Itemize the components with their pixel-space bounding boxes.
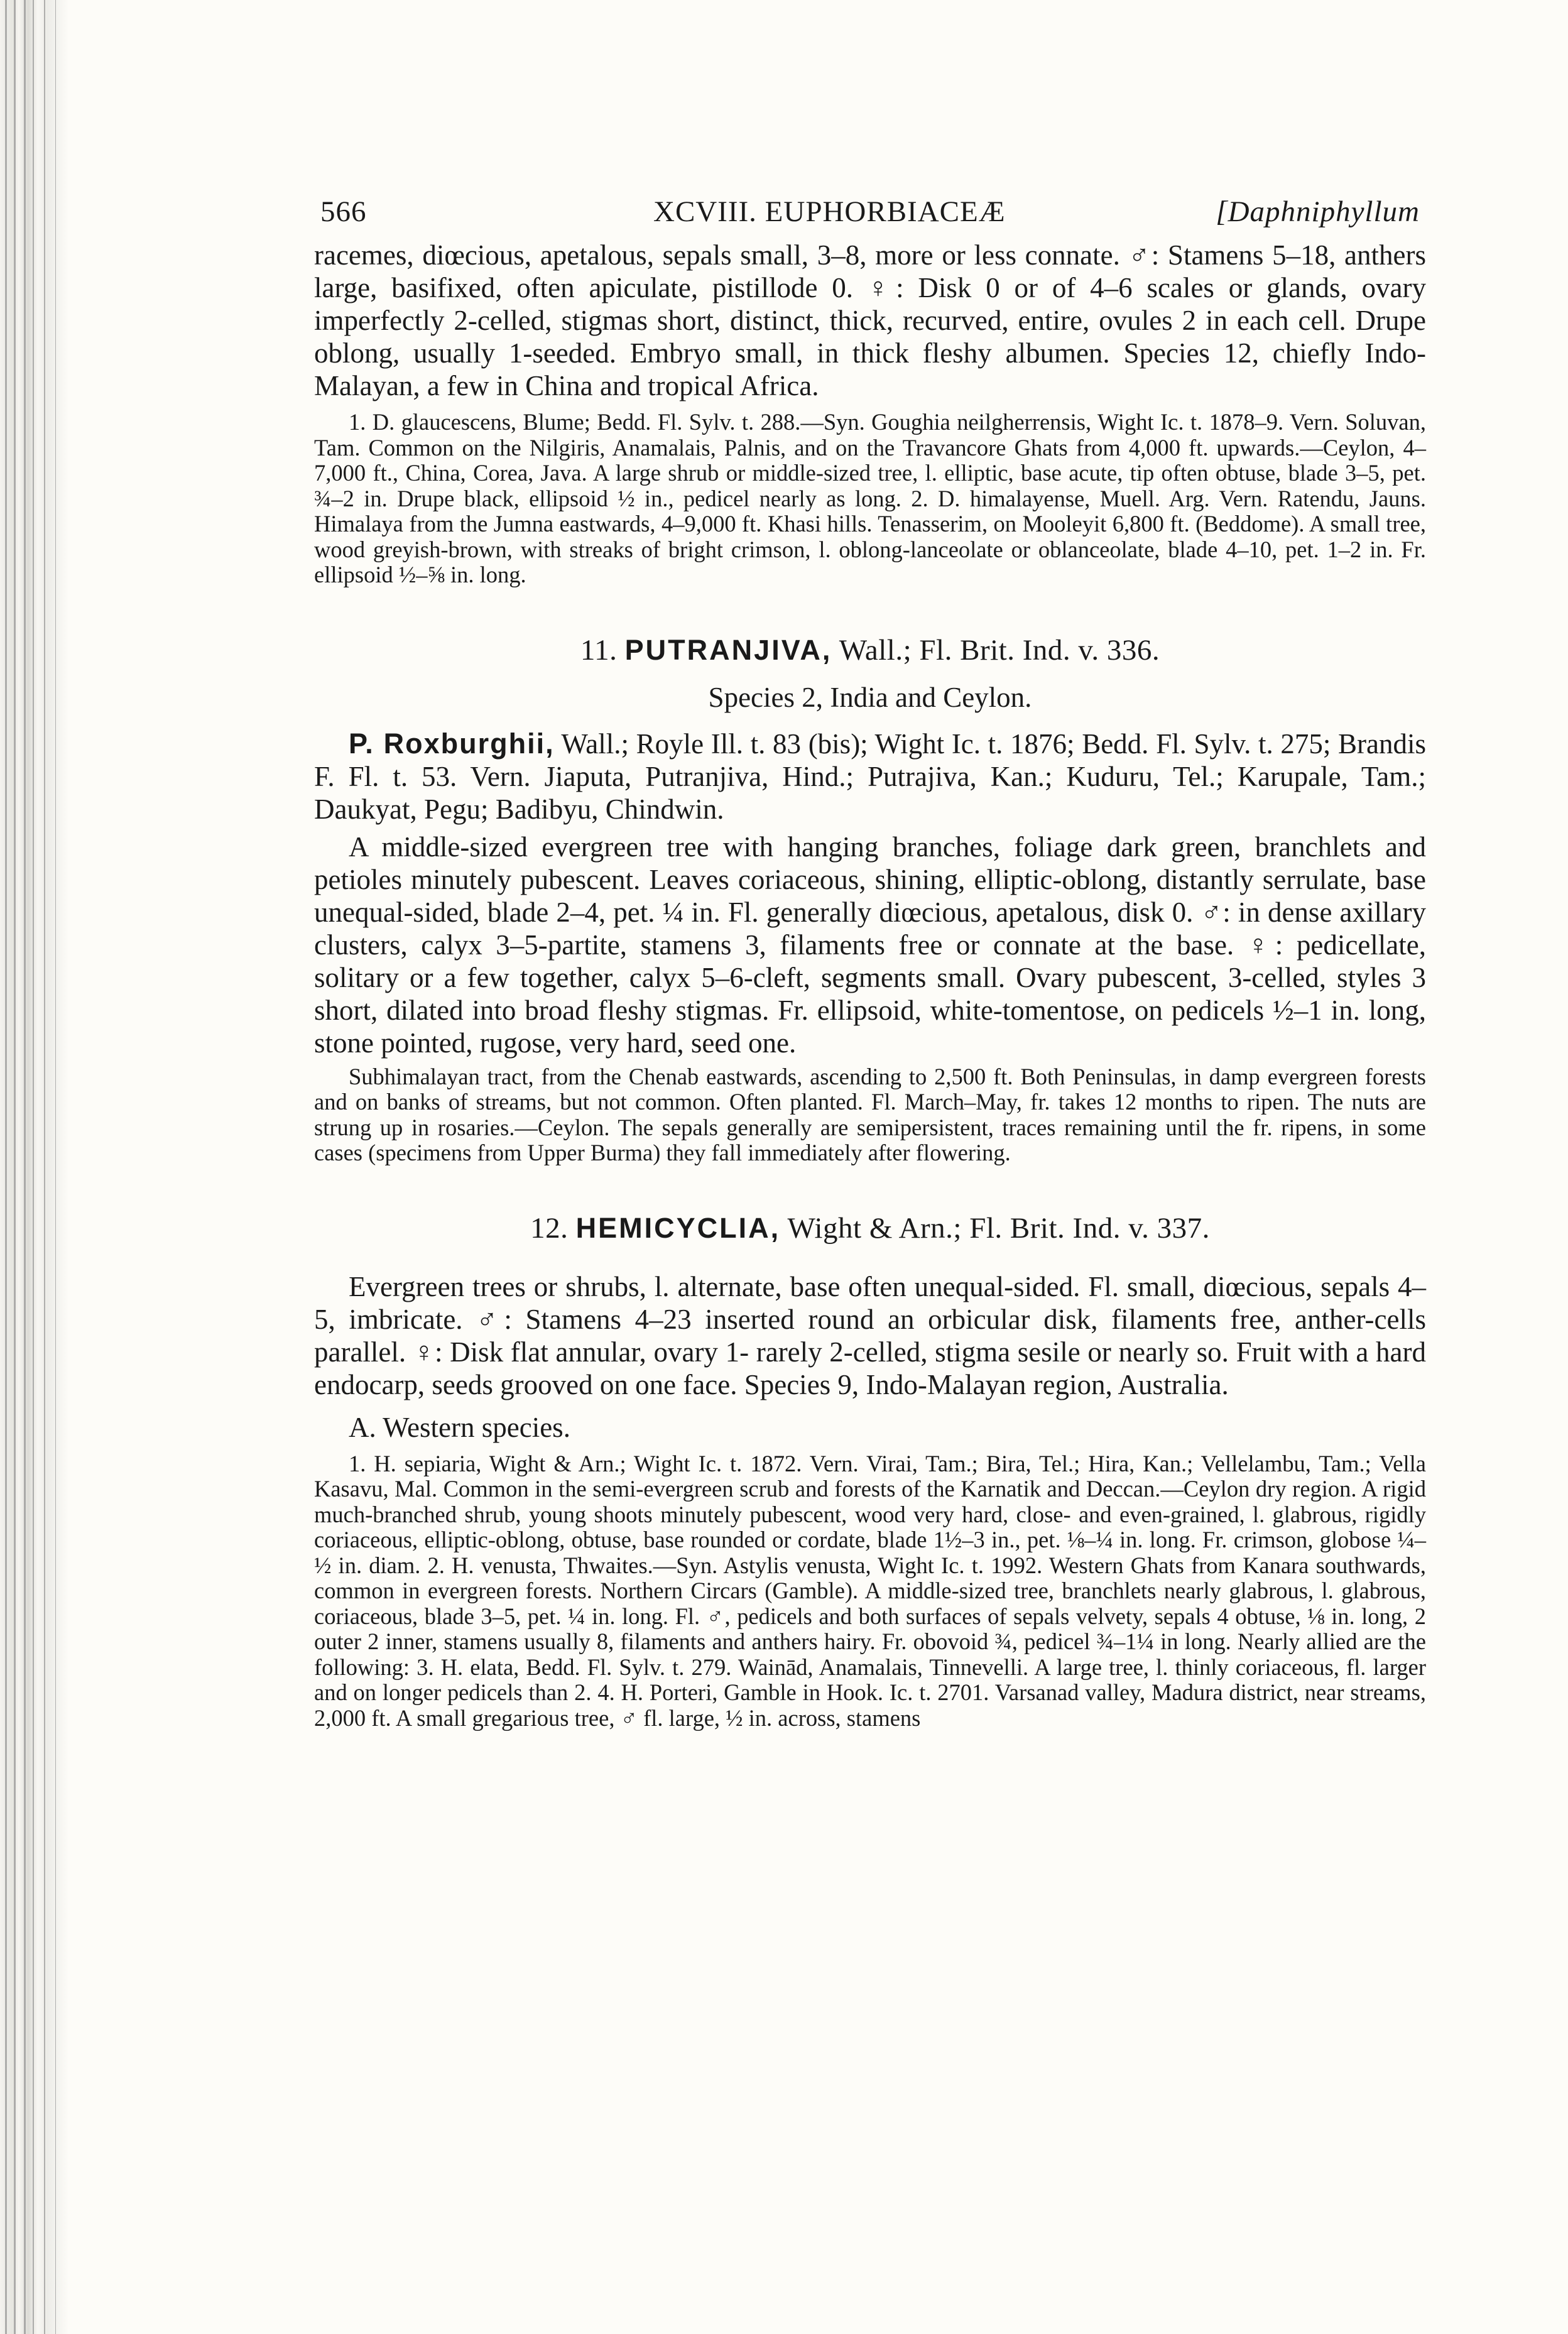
genus-number: 11. [580, 633, 618, 667]
page-content [314, 188, 1426, 1731]
genus-number: 12. [530, 1211, 569, 1245]
family-title: XCVIII. EUPHORBIACEÆ [653, 195, 1006, 228]
putranjiva-distribution: Subhimalayan tract, from the Chenab eastwards, ascending to 2,500 ft. Both Peninsulas, in damp evergreen forests and on banks of streams, but not common. Often planted. Fl. March–May, fr. takes 12 months to ripen. The nuts are strung up in rosaries.—Ceylon. The sepals generally are semipersistent, traces remaining until the fr. ripens, in some cases (specimens from Upper Burma) they fall immediately after flowering. [314, 1063, 1426, 1165]
binding-line [14, 0, 16, 2334]
genus-citation: Wall.; Fl. Brit. Ind. v. 336. [839, 633, 1160, 667]
hemicyclia-subheading: A. Western species. [349, 1411, 570, 1443]
putranjiva-species-heading [314, 728, 1426, 826]
hemicyclia-species-notes: 1. H. sepiaria, Wight & Arn.; Wight Ic. t. 1872. Vern. Virai, Tam.; Bira, Tel.; Hira, Kan.; Vellelambu, Tam.; Vella Kasavu, Mal. Common in the semi-evergreen scrub and forests of the Karnatik and Deccan.—Ceylon dry region. A rigid much-branched shrub, young shoots minutely pubescent, wood very hard, close- and even-grained, l. glabrous, rigidly coriaceous, elliptic-oblong, obtuse, base rounded or cordate, blade 1½–3 in., pet. ⅛–¼ in. long. Fr. crimson, globose ¼–½ in. diam. 2. H. venusta, Thwaites.—Syn. Astylis venusta, Wight Ic. t. 1992. Western Ghats from Kanara southwards, common in evergreen forests. Northern Circars (Gamble). A middle-sized tree, branchlets nearly glabrous, l. glabrous, coriaceous, blade 3–5, pet. ¼ in. long. Fl. ♂, pedicels and both surfaces of sepals velvety, sepals 4 obtuse, ⅛ in. long, 2 outer 2 inner, stamens usually 8, filaments and anthers hairy. Fr. obovoid ¾, pedicel ¾–1¼ in long. Nearly allied are the following: 3. H. elata, Bedd. Fl. Sylv. t. 279. Wainād, Anamalais, Tinnevelli. A large tree, l. thinly coriaceous, fl. larger and on longer pedicels than 2. 4. H. Porteri, Gamble in Hook. Ic. t. 2701. Varsanad valley, Madura district, near streams, 2,000 ft. A small gregarious tree, ♂ fl. large, ½ in. across, stamens [314, 1450, 1426, 1731]
page-number: 566 [320, 195, 367, 228]
daphniphyllum-species-notes: 1. D. glaucescens, Blume; Bedd. Fl. Sylv. t. 288.—Syn. Goughia neilgherrensis, Wight Ic. t. 1878–9. Vern. Soluvan, Tam. Common on the Nilgiris, Anamalais, Palnis, and on the Travancore Ghats from 4,000 ft. upwards.—Ceylon, 4–7,000 ft., China, Corea, Java. A large shrub or middle-sized tree, l. elliptic, base acute, tip often obtuse, blade 3–5, pet. ¾–2 in. Drupe black, ellipsoid ½ in., pedicel nearly as long. 2. D. himalayense, Muell. Arg. Vern. Ratendu, Jauns. Himalaya from the Jumna eastwards, 4–9,000 ft. Khasi hills. Tenasserim, on Mooleyit 6,800 ft. (Beddome). A small tree, wood greyish-brown, with streaks of bright crimson, l. oblong-lanceolate or oblanceolate, blade 4–10, pet. 1–2 in. Fr. ellipsoid ½–⅝ in. long. [314, 409, 1426, 587]
putranjiva-description: A middle-sized evergreen tree with hanging branches, foliage dark green, branchlets and petioles minutely pubescent. Leaves coriaceous, shining, elliptic-oblong, distantly serrulate, base unequal-sided, blade 2–4, pet. ¼ in. Fl. generally diœcious, apetalous, disk 0. ♂: in dense axillary clusters, calyx 3–5-partite, stamens 3, filaments free or connate at the base. ♀: pedicellate, solitary or a few together, calyx 5–6-cleft, segments small. Ovary pubescent, 3-celled, styles 3 short, dilated into broad fleshy stigmas. Fr. ellipsoid, white-tomentose, on pedicels ½–1 in. long, stone pointed, rugose, very hard, seed one. [314, 831, 1426, 1059]
genus-citation: Wight & Arn.; Fl. Brit. Ind. v. 337. [787, 1211, 1210, 1245]
species-name: P. Roxburghii, [349, 727, 555, 760]
putranjiva-species-note: Species 2, India and Ceylon. [708, 681, 1032, 713]
genus-name: PUTRANJIVA, [624, 633, 832, 666]
binding-line [33, 0, 34, 2334]
running-head: [Daphniphyllum [1216, 195, 1420, 228]
genus-name: HEMICYCLIA, [575, 1211, 781, 1244]
book-binding-shadow [0, 0, 69, 2334]
binding-line [24, 0, 26, 2334]
genus-heading-putranjiva [314, 633, 1426, 667]
binding-line [55, 0, 56, 2334]
daphniphyllum-genus-description: racemes, diœcious, apetalous, sepals small, 3–8, more or less connate. ♂: Stamens 5–18, anthers large, basifixed, often apiculate, pistillode 0. ♀: Disk 0 or of 4–6 scales or glands, ovary imperfectly 2-celled, stigmas short, distinct, thick, recurved, entire, ovules 2 in each cell. Drupe oblong, usually 1-seeded. Embryo small, in thick fleshy albumen. Species 12, chiefly Indo-Malayan, a few in China and tropical Africa. [314, 239, 1426, 401]
binding-line [44, 0, 45, 2334]
hemicyclia-genus-description: Evergreen trees or shrubs, l. alternate, base often unequal-sided. Fl. small, diœcious, sepals 4–5, imbricate. ♂: Stamens 4–23 inserted round an orbicular disk, filaments free, anther-cells parallel. ♀: Disk flat annular, ovary 1- rarely 2-celled, stigma sesile or nearly so. Fruit with a hard endocarp, seeds grooved on one face. Species 9, Indo-Malayan region, Australia. [314, 1270, 1426, 1400]
binding-line [5, 0, 7, 2334]
species-citation: Wall.; Royle Ill. t. 83 (bis); Wight Ic. t. 1876; Bedd. Fl. Sylv. t. 275; Brandis F. Fl. t. 53. Vern. Jiaputa, Putranjiva, Hind.; Putrajiva, Kan.; Kuduru, Tel.; Karupale, Tam.; Daukyat, Pegu; Badibyu, Chindwin. [314, 728, 1427, 825]
page-header [314, 188, 1426, 239]
genus-heading-hemicyclia [314, 1211, 1426, 1245]
